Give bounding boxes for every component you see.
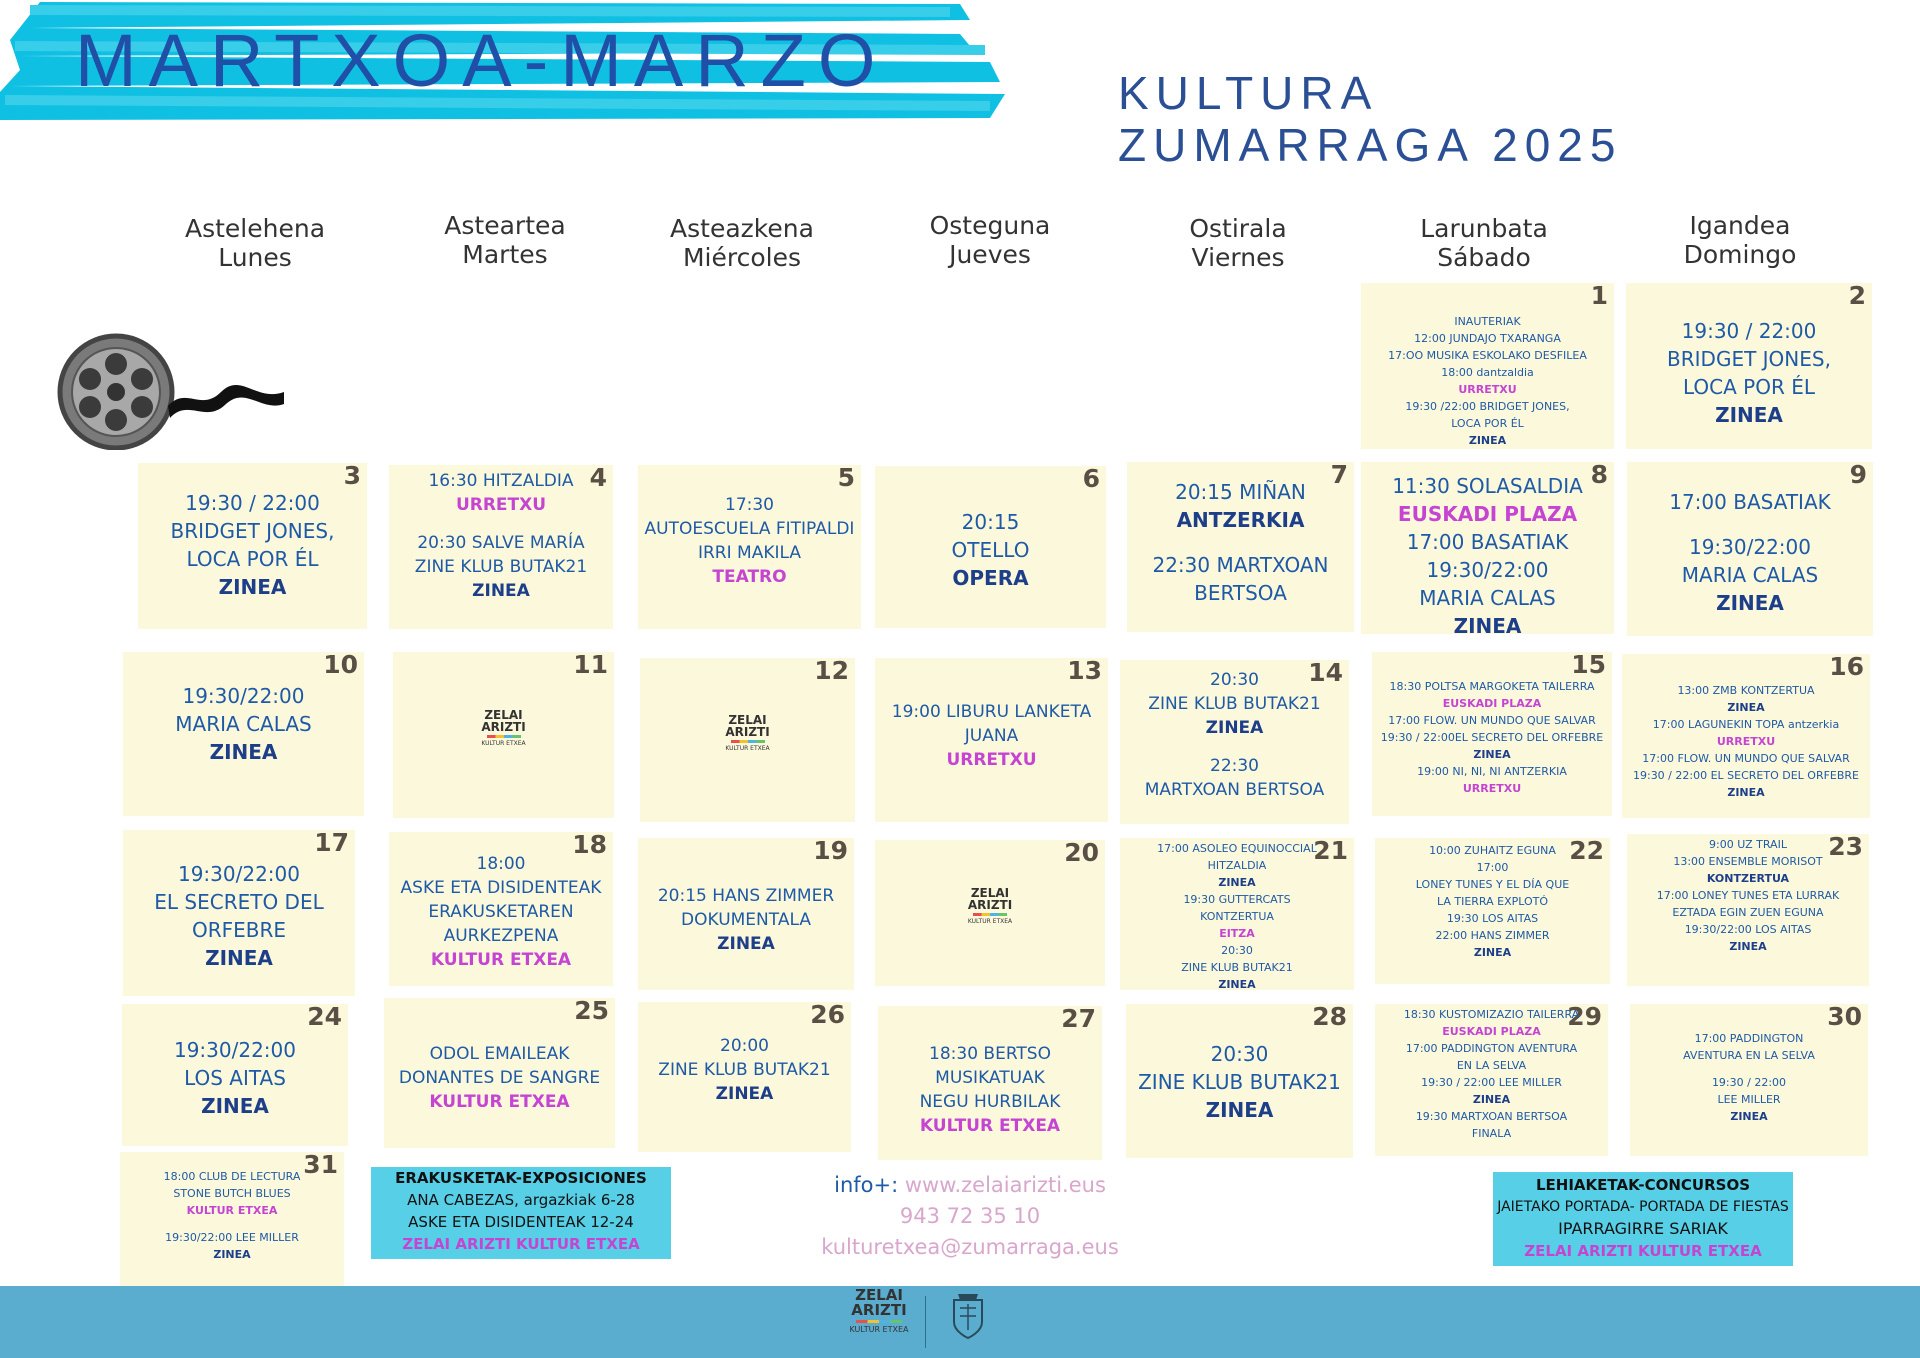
phone-number: 943 72 35 10 [899,1204,1041,1228]
event-line: DONANTES DE SANGRE [398,1068,601,1088]
day-number: 2 [1848,281,1866,310]
event-venue: KULTUR ETXEA [186,1204,278,1217]
weekday-header [870,211,1110,269]
calendar-day-cell[interactable] [1120,660,1349,824]
weekday-basque: Asteartea [444,211,566,240]
event-line: 18:00 CLUB DE LECTURA [163,1170,301,1183]
event-line: 16:30 HITZALDIA [428,471,574,491]
day-events [1627,488,1873,617]
event-venue: URRETXU [1462,782,1522,795]
calendar-day-cell[interactable] [1627,462,1873,636]
day-number: 28 [1312,1002,1347,1031]
event-line: FINALA [1471,1127,1512,1140]
weekday-basque: Astelehena [184,214,326,243]
website-link[interactable]: www.zelaiarizti.eus [904,1173,1106,1197]
exhibitions-line-1: ANA CABEZAS, argazkiak 6-28 [407,1191,635,1209]
exhibitions-box [371,1167,671,1259]
day-events [384,1042,615,1114]
event-line: 17:00 [1476,861,1509,874]
calendar-day-cell[interactable] [123,830,355,996]
event-venue: KULTUR ETXEA [429,1092,570,1112]
calendar-day-cell[interactable] [1127,462,1354,632]
contests-line-2: IPARRAGIRRE SARIAK [1558,1219,1728,1238]
logo-line1: ZELAI [484,708,523,722]
day-events [1126,1040,1353,1124]
zelai-arizti-logo [474,709,534,747]
day-events [1372,678,1612,797]
day-number: 12 [814,656,849,685]
event-line: ERAKUSKETAREN [428,902,574,922]
day-number: 5 [837,463,855,492]
calendar-day-cell[interactable] [875,466,1106,628]
event-line: ZINE KLUB BUTAK21 [1181,961,1293,974]
email-link[interactable]: kulturetxea@zumarraga.eus [821,1235,1119,1259]
event-line: 18:00 dantzaldia [1441,366,1534,379]
event-line [1627,516,1873,533]
page-title: MARTXOA-MARZO [75,19,888,102]
event-category: ZINEA [1730,1110,1768,1124]
subtitle-line-1: KULTURA [1118,67,1379,119]
event-line: 17:00 LONEY TUNES ETA LURRAK [1656,889,1840,902]
event-line: LEE MILLER [1717,1093,1781,1107]
weekday-spanish: Martes [462,240,548,269]
event-line: 18:30 POLTSA MARGOKETA TAILERRA [1389,680,1595,693]
day-events [638,884,854,956]
day-events [1120,840,1354,993]
day-number: 4 [589,463,607,492]
event-line: AVENTURA EN LA SELVA [1683,1049,1815,1062]
day-number: 29 [1567,1002,1602,1031]
event-line: 17:00 FLOW. UN MUNDO QUE SALVAR [1388,714,1596,727]
event-category: ZINEA [209,740,278,764]
footer-bar [0,1286,1920,1358]
event-line: 17:OO MUSIKA ESKOLAKO DESFILEA [1388,349,1587,362]
weekday-basque: Larunbata [1420,214,1548,243]
event-line: 11:30 SOLASALDIA [1392,474,1583,498]
day-number: 6 [1082,464,1100,493]
event-line: 12:00 JUNDAJO TXARANGA [1414,332,1561,345]
day-number: 26 [810,1000,845,1029]
event-line: LONEY TUNES Y EL DÍA QUE [1415,878,1570,891]
day-number: 19 [813,836,848,865]
event-line: 19:30 / 22:00 [1711,1076,1787,1090]
calendar-day-cell[interactable] [138,463,367,629]
logo-line3: KULTUR ETXEA [725,745,770,752]
event-line: 19:30/22:00 [177,862,300,886]
event-line: HITZALDIA [1207,859,1267,872]
event-line: LA TIERRA EXPLOTÓ [1436,895,1549,908]
event-category: ZINEA [1473,946,1512,959]
day-events [878,1042,1102,1138]
event-line: LOCA POR ÉL [1682,375,1815,399]
event-venue: URRETXU [1458,383,1517,396]
event-venue: EUSKADI PLAZA [1442,697,1542,710]
weekday-header [622,214,862,272]
event-category: KONTZERTUA [1706,872,1790,885]
event-line: 19:30/22:00 LOS AITAS [1684,923,1812,936]
event-line: MARIA CALAS [1681,562,1819,587]
event-venue: URRETXU [1716,735,1776,748]
event-line: 19:00 LIBURU LANKETA [891,702,1092,722]
day-events [1361,472,1614,640]
calendar-day-cell[interactable] [1361,283,1614,449]
day-events [1375,1006,1608,1142]
day-events [1127,478,1354,607]
event-line: 20:15 HANS ZIMMER [657,886,835,906]
event-venue: EUSKADI PLAZA [1397,502,1578,526]
day-events [389,469,613,603]
event-line: 10:00 ZUHAITZ EGUNA [1429,844,1556,857]
calendar-day-cell[interactable] [1372,652,1612,816]
event-line: 18:30 KUSTOMIZAZIO TAILERRA [1403,1008,1580,1021]
event-line: 20:15 [961,510,1020,534]
calendar-day-cell[interactable] [389,465,613,629]
event-line [1120,740,1349,754]
calendar-day-cell[interactable] [1126,1004,1353,1158]
event-venue: KULTUR ETXEA [919,1116,1061,1136]
calendar-day-cell[interactable] [1375,1004,1608,1156]
event-line: 17:00 PADDINGTON [1694,1032,1804,1045]
contests-title: LEHIAKETAK-CONCURSOS [1535,1176,1751,1194]
day-events [1361,313,1614,449]
weekday-spanish: Sábado [1437,243,1531,272]
event-line: 22:30 MARTXOAN [1152,552,1329,577]
event-line: 19:30 / 22:00 [1681,319,1817,343]
event-line: BERTSOA [1194,580,1287,605]
zelai-arizti-logo [718,714,778,752]
calendar-day-cell[interactable] [1120,838,1354,990]
event-category: ZINEA [1468,434,1507,447]
event-line: 13:00 ENSEMBLE MORISOT [1673,855,1823,868]
event-category: ZINEA [1729,940,1767,953]
event-line: KONTZERTUA [1200,910,1274,923]
event-line: 9:00 UZ TRAIL [1709,838,1787,851]
event-category: ZINEA [1727,701,1765,714]
day-events [122,1036,348,1120]
event-category: ZINEA [1453,614,1522,638]
weekday-spanish: Miércoles [682,243,802,272]
event-line: 20:30 [1221,944,1253,957]
day-number: 11 [573,650,608,679]
day-events [1375,842,1610,961]
event-category: ZINEA [213,1248,251,1262]
subtitle-line-2: ZUMARRAGA 2025 [1118,119,1623,171]
day-events [123,682,364,766]
day-number: 9 [1849,460,1867,489]
event-category: ZINEA [205,946,273,970]
day-number: 14 [1308,658,1343,687]
event-category: ZINEA [1727,786,1765,799]
event-line: 17:00 PADDINGTON AVENTURA [1405,1042,1578,1055]
event-line: ZINE KLUB BUTAK21 [1148,694,1321,714]
calendar-day-cell[interactable] [638,1002,851,1152]
calendar-day-cell[interactable] [122,1004,348,1146]
event-line: LOCA POR ÉL [1451,417,1524,430]
event-line: 20:30 [1210,670,1259,690]
event-line: ZINE KLUB BUTAK21 [1138,1070,1341,1094]
event-line: LOS AITAS [184,1066,286,1090]
event-line: 19:00 NI, NI, NI ANTZERKIA [1417,765,1567,778]
footer-logo [846,1288,912,1334]
event-line: BRIDGET JONES, [1667,347,1831,371]
event-line: 19:30 GUTTERCATS [1183,893,1291,906]
day-events [1626,317,1872,429]
day-events [138,489,367,601]
contests-line-1: JAIETAKO PORTADA- PORTADA DE FIESTAS [1497,1199,1789,1215]
day-events [1120,668,1349,802]
event-line: STONE BUTCH BLUES [173,1187,291,1200]
day-number: 27 [1061,1004,1096,1033]
calendar-day-cell[interactable] [120,1152,344,1288]
day-number: 23 [1828,832,1863,861]
calendar-day-cell[interactable] [1375,838,1610,984]
calendar-day-cell[interactable] [1627,834,1869,986]
event-line [1127,534,1354,551]
logo-line2: ARIZTI [725,725,770,739]
event-line: 19:30 / 22:00 EL SECRETO DEL ORFEBRE [1632,769,1859,782]
calendar-day-cell[interactable] [389,832,613,986]
day-events [638,493,861,589]
day-number: 30 [1827,1002,1862,1031]
event-line: 20:30 SALVE MARÍA [417,533,585,554]
footer-logo-line-1: ZELAI [855,1286,903,1304]
weekday-basque: Osteguna [929,211,1051,240]
event-line: DOKUMENTALA [681,910,811,930]
event-line: 22:00 HANS ZIMMER [1435,929,1550,942]
exhibitions-title: ERAKUSKETAK-EXPOSICIONES [395,1169,647,1187]
exhibitions-line-2: ASKE ETA DISIDENTEAK 12-24 [408,1213,634,1231]
weekday-spanish: Domingo [1683,240,1797,269]
day-events [875,508,1106,592]
info-label: info+: [834,1173,899,1197]
event-line: 18:30 BERTSO MUSIKATUAK [929,1044,1051,1088]
event-line [120,1219,344,1229]
event-line: 18:00 [476,854,526,874]
event-category: ZINEA [1218,978,1256,991]
event-line: 20:00 [720,1036,769,1056]
event-line: 19:30 / 22:00 LEE MILLER [1421,1076,1562,1089]
event-category: ZINEA [1715,403,1783,427]
logo-line3: KULTUR ETXEA [967,918,1013,925]
day-events [1622,682,1870,801]
event-line: ODOL EMAILEAK [429,1044,570,1064]
event-line: AUTOESCUELA FITIPALDI [644,519,855,539]
weekday-spanish: Lunes [218,243,292,272]
event-category: ZINEA [201,1094,269,1118]
event-line: 17:30 [725,495,774,515]
event-category: ZINEA [1218,876,1256,889]
event-line [389,517,613,531]
calendar-day-cell[interactable] [878,1006,1102,1160]
day-number: 8 [1590,460,1608,489]
event-line: 19:30/22:00 [173,1038,296,1062]
event-line: ZINE KLUB BUTAK21 [658,1060,831,1080]
event-line: MARTXOAN BERTSOA [1144,780,1325,801]
weekday-basque: Igandea [1689,211,1791,240]
calendar-day-cell[interactable] [123,652,364,816]
calendar-day-cell[interactable] [1622,654,1870,818]
calendar-day-cell[interactable] [1361,460,1614,638]
logo-line3: KULTUR ETXEA [481,740,526,747]
day-events [389,852,613,972]
logo-line1: ZELAI [970,886,1010,900]
event-line: NEGU HURBILAK [919,1092,1061,1112]
event-line: INAUTERIAK [1454,315,1521,328]
day-number: 25 [574,996,609,1025]
event-line: 17:00 BASATIAK [1669,490,1831,514]
event-line: EZTADA EGIN ZUEN EGUNA [1672,906,1824,919]
event-venue: EUSKADI PLAZA [1442,1025,1541,1038]
event-line: ZINE KLUB BUTAK21 [414,557,588,578]
day-events [123,860,355,972]
day-number: 3 [343,461,361,490]
event-line: 17:00 ASOLEO EQUINOCCIAL [1157,842,1317,855]
contests-box [1493,1172,1793,1266]
calendar-day-cell[interactable] [638,838,854,990]
event-line: LOCA POR ÉL [186,547,319,571]
day-events [120,1168,344,1263]
day-number: 21 [1313,836,1348,865]
event-line: IRRI MAKILA [697,543,801,563]
calendar-day-cell[interactable] [875,658,1108,822]
day-number: 15 [1571,650,1606,679]
weekday-header [135,214,375,272]
event-line: 22:30 [1210,756,1259,777]
event-category: ZINEA [1205,1098,1274,1122]
calendar-day-cell[interactable] [1630,1004,1868,1156]
exhibitions-venue: ZELAI ARIZTI KULTUR ETXEA [402,1235,640,1253]
event-venue: EITZA [1219,927,1255,940]
event-line: ASKE ETA DISIDENTEAK [400,878,602,898]
day-number: 1 [1590,281,1608,310]
calendar-day-cell[interactable] [1626,283,1872,449]
weekday-header [385,211,625,269]
weekday-spanish: Viernes [1191,243,1285,272]
logo-line2: ARIZTI [481,720,526,734]
footer-logo-line-2: ARIZTI [851,1301,907,1319]
event-line: AURKEZPENA [443,926,559,946]
contact-info [800,1170,1140,1263]
event-line: 19:30/22:00 [1426,558,1549,582]
event-venue: KULTUR ETXEA [430,950,572,970]
calendar-day-cell[interactable] [384,998,615,1148]
day-number: 24 [307,1002,342,1031]
logo-line2: ARIZTI [967,898,1013,912]
event-line: 20:30 [1210,1042,1269,1066]
weekday-spanish: Jueves [949,240,1031,269]
event-line: 17:00 BASATIAK [1406,530,1569,554]
weekday-basque: Asteazkena [670,214,814,243]
calendar-day-cell[interactable] [875,840,1105,986]
event-line: OTELLO [951,538,1030,562]
event-line: JUANA [964,726,1019,746]
event-line: 19:30/22:00 [182,684,305,708]
event-category: ZINEA [1205,718,1264,738]
weekday-header [1620,211,1860,269]
event-line: ORFEBRE [191,918,287,942]
weekday-basque: Ostirala [1189,214,1287,243]
town-crest-icon [950,1292,986,1342]
event-category: ZINEA [1472,1093,1511,1106]
day-events [875,700,1108,772]
day-number: 16 [1829,652,1864,681]
calendar-day-cell[interactable] [393,652,614,818]
event-line: EN LA SELVA [1456,1059,1527,1072]
event-line: 19:30 LOS AITAS [1446,912,1539,925]
day-number: 22 [1569,836,1604,865]
film-reel-icon [56,332,288,450]
footer-logo-line-3: KULTUR ETXEA [849,1325,909,1334]
event-venue: URRETXU [946,750,1037,770]
event-category: ZINEA [218,575,287,599]
day-number: 18 [572,830,607,859]
event-category: ANTZERKIA [1176,508,1305,532]
event-line: 13:00 ZMB KONTZERTUA [1677,684,1815,697]
day-events [638,1034,851,1106]
weekday-header [1118,214,1358,272]
day-number: 13 [1067,656,1102,685]
day-number: 17 [314,828,349,857]
contests-venue: ZELAI ARIZTI KULTUR ETXEA [1524,1242,1762,1260]
weekday-header [1364,214,1604,272]
event-line [1630,1064,1868,1074]
event-category: ZINEA [472,581,530,602]
event-line: 17:00 LAGUNEKIN TOPA antzerkia [1652,718,1840,731]
day-number: 7 [1330,460,1348,489]
event-category: ZINEA [1473,748,1511,761]
event-line: 20:15 MIÑAN [1175,480,1306,504]
day-events [1627,836,1869,955]
event-line: 19:30/22:00 [1688,534,1811,559]
day-events [1630,1030,1868,1125]
event-line: EL SECRETO DEL [154,890,324,914]
day-number: 10 [323,650,358,679]
logo-line1: ZELAI [728,713,767,727]
calendar-day-cell[interactable] [640,658,855,822]
event-line: MARIA CALAS [1419,586,1556,610]
event-line: 19:30 MARTXOAN BERTSOA [1415,1110,1568,1123]
event-line: 19:30 /22:00 BRIDGET JONES, [1405,400,1570,413]
event-category: ZINEA [715,1084,774,1104]
event-line: 19:30 / 22:00EL SECRETO DEL ORFEBRE [1380,731,1604,744]
event-line: 19:30 / 22:00 [185,491,320,515]
calendar-day-cell[interactable] [638,465,861,629]
event-category: ZINEA [717,934,775,954]
event-line: BRIDGET JONES, [170,519,335,543]
event-line: MARIA CALAS [175,712,312,736]
day-number: 31 [303,1150,338,1179]
zelai-arizti-logo [960,887,1020,925]
event-category: ZINEA [1716,590,1784,615]
event-venue: TEATRO [712,567,787,587]
event-venue: URRETXU [455,495,547,515]
event-line: 17:00 FLOW. UN MUNDO QUE SALVAR [1642,752,1850,765]
footer-divider [925,1296,926,1348]
day-number: 20 [1064,838,1099,867]
event-category: OPERA [952,566,1029,590]
event-line: 19:30/22:00 LEE MILLER [165,1231,299,1245]
